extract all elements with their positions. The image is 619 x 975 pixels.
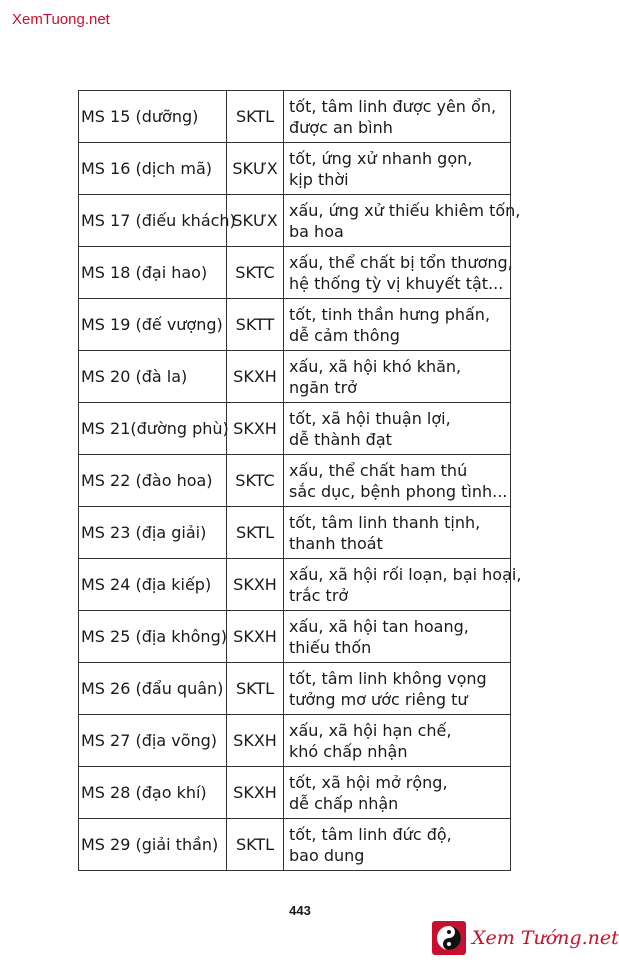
page-number: 443 <box>289 903 311 918</box>
table-body <box>79 91 522 871</box>
category-code-cell: SKXH <box>227 351 284 403</box>
category-code-cell: SKXH <box>227 559 284 611</box>
table-row <box>79 247 511 299</box>
star-code-cell: MS 19 (đế vượng) <box>79 299 227 351</box>
meaning-cell <box>284 611 511 663</box>
category-code-cell: SKTL <box>227 819 284 871</box>
table-row <box>79 819 511 871</box>
table-row <box>79 351 511 403</box>
meaning-line-2: tưởng mơ ước riêng tư <box>289 689 468 709</box>
meaning-cell <box>284 195 521 247</box>
meaning-line-2: ngăn trở <box>289 377 357 397</box>
meaning-cell <box>284 663 511 715</box>
yin-yang-icon <box>432 921 466 955</box>
meaning-line-1: tốt, xã hội mở rộng, <box>289 772 448 792</box>
meaning-line-2: được an bình <box>289 117 393 137</box>
category-code-cell: SKXH <box>227 715 284 767</box>
meaning-line-1: xấu, xã hội hạn chế, <box>289 720 452 740</box>
meaning-line-2: dễ cảm thông <box>289 325 400 345</box>
meaning-line-1: tốt, tâm linh không vọng <box>289 668 487 688</box>
meaning-cell <box>284 455 511 507</box>
table-row <box>79 195 511 247</box>
meaning-cell <box>284 819 511 871</box>
table-row <box>79 663 511 715</box>
meaning-line-1: tốt, xã hội thuận lợi, <box>289 408 451 428</box>
meaning-line-1: tốt, tâm linh thanh tịnh, <box>289 512 481 532</box>
table-row <box>79 559 511 611</box>
meaning-cell <box>284 767 511 819</box>
table-row <box>79 143 511 195</box>
meaning-cell <box>284 715 511 767</box>
star-meaning-table <box>78 90 522 871</box>
star-code-cell: MS 29 (giải thần) <box>79 819 227 871</box>
category-code-cell: SKXH <box>227 403 284 455</box>
site-logo[interactable] <box>432 921 619 955</box>
category-code-cell: SKXH <box>227 767 284 819</box>
meaning-line-2: ba hoa <box>289 221 344 241</box>
star-code-cell: MS 16 (dịch mã) <box>79 143 227 195</box>
meaning-line-1: xấu, xã hội tan hoang, <box>289 616 469 636</box>
category-code-cell: SKXH <box>227 611 284 663</box>
meaning-cell <box>284 143 511 195</box>
star-code-cell: MS 22 (đào hoa) <box>79 455 227 507</box>
table-row <box>79 715 511 767</box>
meaning-cell <box>284 351 511 403</box>
category-code-cell: SKTT <box>227 299 284 351</box>
meaning-line-1: xấu, xã hội khó khăn, <box>289 356 462 376</box>
table-row <box>79 455 511 507</box>
meaning-line-2: khó chấp nhận <box>289 741 408 761</box>
meaning-line-2: sắc dục, bệnh phong tình... <box>289 481 508 501</box>
meaning-line-2: thiếu thốn <box>289 637 372 657</box>
meaning-line-2: hệ thống tỳ vị khuyết tật... <box>289 273 504 293</box>
star-code-cell: MS 15 (dưỡng) <box>79 91 227 143</box>
star-code-cell: MS 17 (điếu khách) <box>79 195 227 247</box>
meaning-cell <box>284 507 511 559</box>
meaning-line-2: kịp thời <box>289 169 349 189</box>
meaning-cell <box>284 247 511 299</box>
category-code-cell: SKTL <box>227 91 284 143</box>
meaning-cell <box>284 403 511 455</box>
meaning-line-1: xấu, thể chất bị tổn thương, <box>289 252 513 272</box>
meaning-cell <box>284 91 511 143</box>
star-code-cell: MS 28 (đạo khí) <box>79 767 227 819</box>
meaning-line-1: tốt, tâm linh đức độ, <box>289 824 452 844</box>
category-code-cell: SKTL <box>227 663 284 715</box>
table-row <box>79 507 511 559</box>
star-code-cell: MS 18 (đại hao) <box>79 247 227 299</box>
meaning-line-2: dễ chấp nhận <box>289 793 399 813</box>
meaning-line-1: tốt, tâm linh được yên ổn, <box>289 96 497 116</box>
table-row <box>79 403 511 455</box>
star-code-cell: MS 24 (địa kiếp) <box>79 559 227 611</box>
meaning-line-2: thanh thoát <box>289 533 383 553</box>
logo-text: Xem Tướng.net <box>472 927 619 949</box>
meaning-cell <box>284 299 511 351</box>
meaning-line-2: dễ thành đạt <box>289 429 392 449</box>
table-row <box>79 299 511 351</box>
table-row <box>79 91 511 143</box>
table-row <box>79 611 511 663</box>
category-code-cell: SKTC <box>227 247 284 299</box>
star-code-cell: MS 23 (địa giải) <box>79 507 227 559</box>
star-code-cell: MS 26 (đẩu quân) <box>79 663 227 715</box>
meaning-line-2: bao dung <box>289 845 365 865</box>
star-code-cell: MS 21(đường phù) <box>79 403 227 455</box>
meaning-line-1: xấu, xã hội rối loạn, bại hoại, <box>289 564 522 584</box>
category-code-cell: SKƯX <box>227 195 284 247</box>
meaning-line-1: tốt, ứng xử nhanh gọn, <box>289 148 473 168</box>
meaning-cell <box>284 559 522 611</box>
category-code-cell: SKTC <box>227 455 284 507</box>
table-row <box>79 767 511 819</box>
star-code-cell: MS 25 (địa không) <box>79 611 227 663</box>
category-code-cell: SKƯX <box>227 143 284 195</box>
meaning-line-1: xấu, ứng xử thiếu khiêm tốn, <box>289 200 521 220</box>
star-code-cell: MS 27 (địa võng) <box>79 715 227 767</box>
meaning-line-1: xấu, thể chất ham thú <box>289 460 468 480</box>
meaning-line-1: tốt, tinh thần hưng phấn, <box>289 304 491 324</box>
star-code-cell: MS 20 (đà la) <box>79 351 227 403</box>
meaning-line-2: trắc trở <box>289 585 349 605</box>
category-code-cell: SKTL <box>227 507 284 559</box>
site-watermark-top[interactable]: XemTuong.net <box>12 11 110 28</box>
